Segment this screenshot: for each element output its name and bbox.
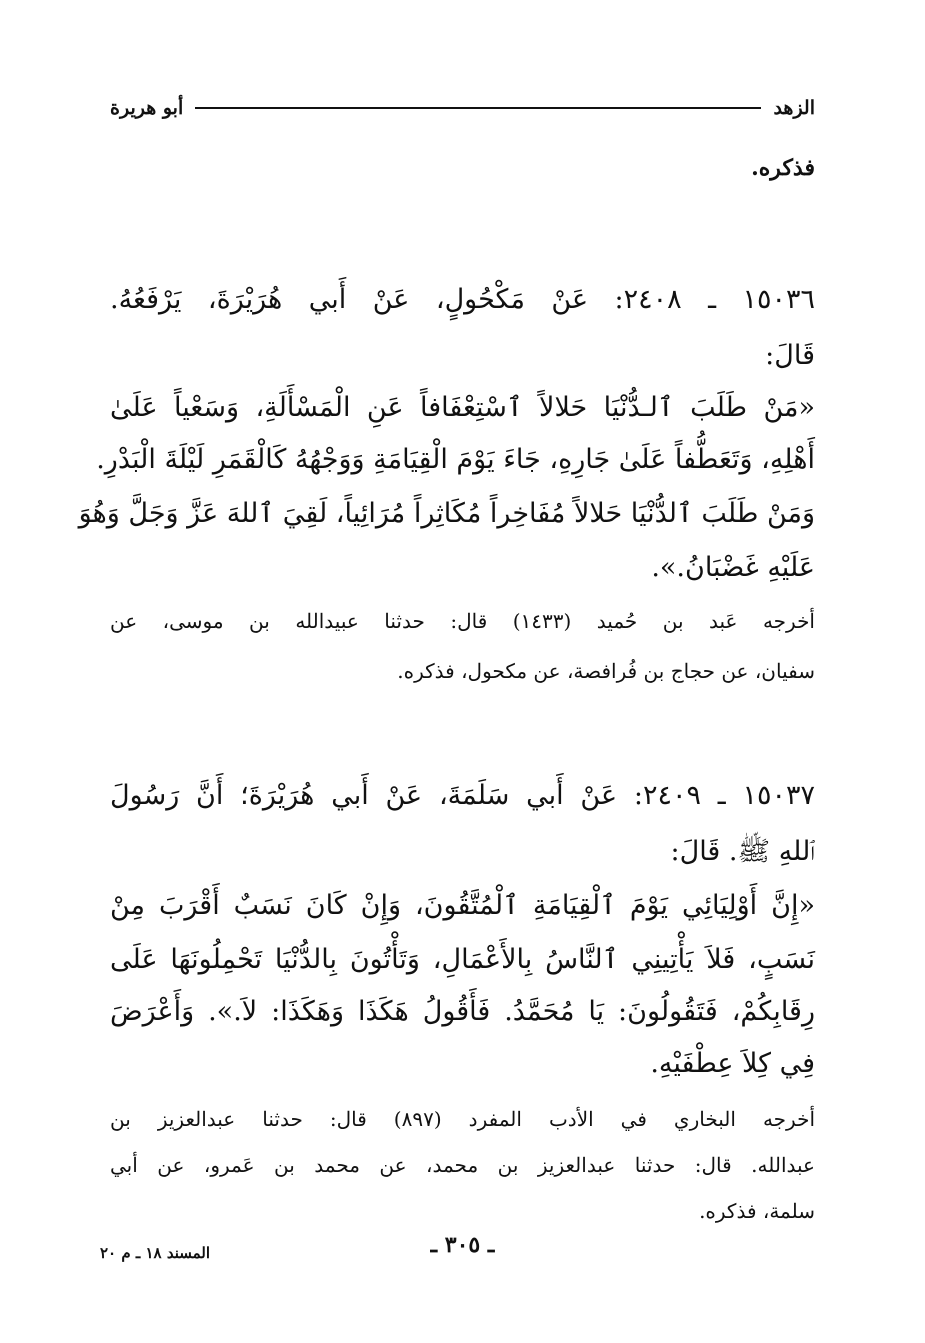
hadith-1537-line-1: ١٥٠٣٧ ـ ٢٤٠٩: عَنْ أَبي سَلَمَةَ، عَنْ أَبي هُرَيْرَةَ؛ أَنَّ رَسُولَ: [110, 780, 816, 811]
hadith-1536-line-4: أَهْلِهِ، وَتَعَطُّفاً عَلَىٰ جَارِهِ، جَاءَ يَوْمَ الْقِيَامَةِ وَوَجْهُهُ كَالْقَمَرِ لَيْلَةَ الْبَدْرِ.: [96, 444, 815, 475]
page-number: ـ ٣٠٥ ـ: [430, 1232, 495, 1258]
hadith-1537-line-6: فِي كِلاَ عِطْفَيْهِ.: [650, 1048, 815, 1079]
hadith-1536-note-line-2: سفيان، عن حجاج بن فُرافصة، عن مكحول، فذكره.: [397, 659, 815, 683]
hadith-1536-line-5: وَمَنْ طَلَبَ ٱلدُّنْيَا حَلالاً مُفَاخِراً مُكَاثِراً مُرَائِياً، لَقِيَ ٱللهَ عَزَّ وَجَلَّ وَهُوَ: [78, 498, 815, 529]
hadith-1537-line-4: نَسَبٍ، فَلاَ يَأْتِينِي ٱلنَّاسُ بِالأَعْمَالِ، وَتَأْتُونَ بِالدُّنْيَا تَحْمِلُونَهَا عَلَى: [110, 944, 815, 975]
hadith-1537-note-line-1: أخرجه البخاري في الأدب المفرد (٨٩٧) قال: حدثنا عبدالعزيز بن: [110, 1107, 816, 1131]
hadith-1536-line-6: عَلَيْهِ غَضْبَانُ.».: [651, 552, 815, 583]
volume-signature: المسند ١٨ ـ م ٢٠: [100, 1244, 211, 1262]
hadith-1536-line-2: قَالَ:: [765, 340, 815, 371]
hadith-1537-note-line-2: عبدالله. قال: حدثنا عبدالعزيز بن محمد، عن محمد بن عَمرو، عن أبي: [110, 1153, 815, 1177]
header-chapter-title: الزهد: [773, 97, 815, 119]
header-narrator-title: أبو هريرة: [110, 97, 184, 119]
continuation-text: فذكره.: [751, 155, 815, 181]
hadith-1536-note-line-1: أخرجه عَبد بن حُميد (١٤٣٣) قال: حدثنا عبيدالله بن موسى، عن: [110, 609, 815, 633]
hadith-1537-line-2: ٱللهِ ﷺ. قَالَ:: [670, 836, 815, 867]
running-header: [110, 92, 815, 124]
hadith-1537-note-line-3: سلمة، فذكره.: [699, 1199, 815, 1223]
hadith-1536-line-1: ١٥٠٣٦ ـ ٢٤٠٨: عَنْ مَكْحُولٍ، عَنْ أَبي هُرَيْرَةَ، يَرْفَعُهُ.: [110, 284, 815, 315]
header-rule: [195, 107, 761, 109]
hadith-1536-line-3: «مَنْ طَلَبَ ٱلـدُّنْيَا حَلالاً ٱسْتِعْفَافاً عَنِ الْمَسْأَلَةِ، وَسَعْياً عَلَىٰ: [110, 392, 815, 423]
hadith-1537-line-3: «إِنَّ أَوْلِيَائِي يَوْمَ ٱلْقِيَامَةِ ٱلْمُتَّقُونَ، وَإِنْ كَانَ نَسَبٌ أَقْرَبَ مِنْ: [110, 890, 815, 921]
hadith-1537-line-5: رِقَابِكُمْ، فَتَقُولُونَ: يَا مُحَمَّدُ. فَأَقُولُ هَكَذَا وَهَكَذَا: لاَ.». وَأَعْرَضَ: [110, 996, 815, 1027]
